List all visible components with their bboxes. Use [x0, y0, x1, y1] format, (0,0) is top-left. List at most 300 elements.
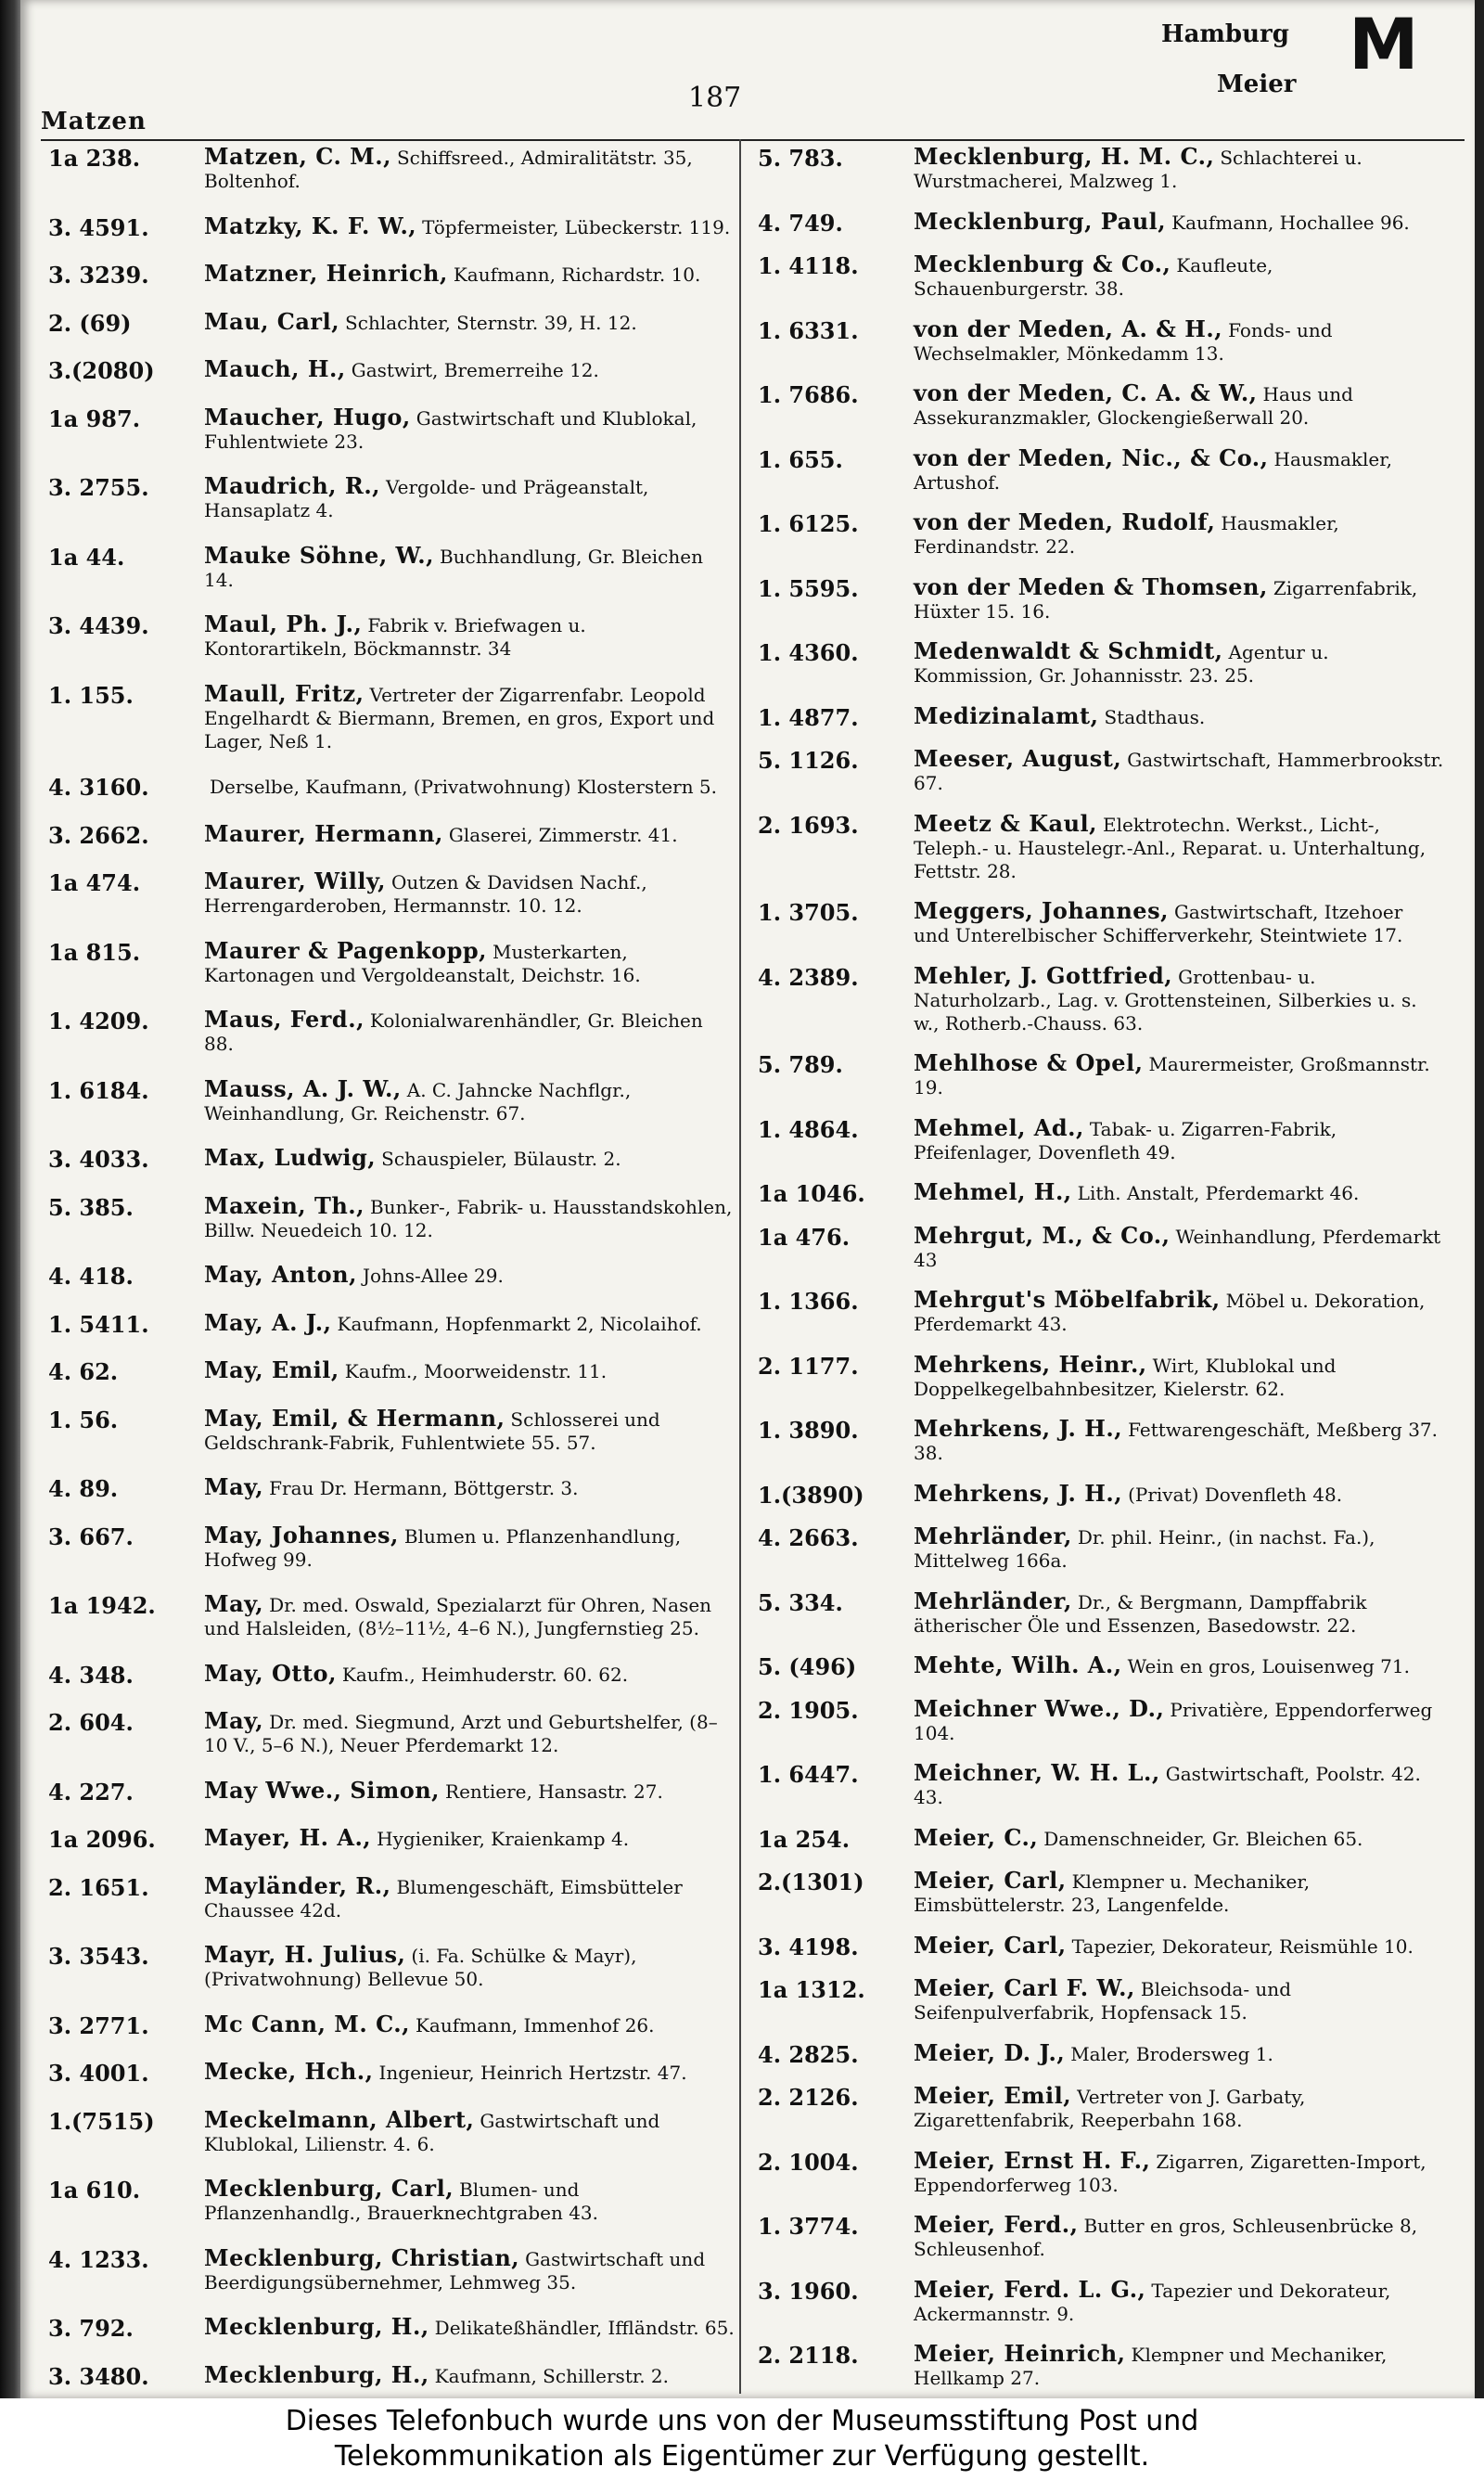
entry-name: May, Emil, [204, 1356, 339, 1383]
entry-name: Mauss, A. J. W., [204, 1074, 402, 1102]
entry-name: Medizinalamt, [914, 701, 1099, 729]
entry-text [204, 357, 735, 382]
entry-detail: Dr., & Bergmann, Dampffabrik ätherischer Öle und Essenzen, Basedowstr. 22. [914, 1590, 1367, 1637]
directory-entry [48, 2060, 735, 2087]
entry-name: Meetz & Kaul, [914, 809, 1098, 837]
entry-text [204, 262, 735, 287]
entry-detail: Fonds- und Wechselmakler, Mönkedamm 13. [914, 318, 1333, 365]
directory-page [20, 0, 1475, 2398]
directory-entry [758, 1113, 1444, 1164]
entry-name: Mehrländer, [914, 1523, 1072, 1549]
entry-text [204, 1263, 735, 1288]
header-rule [41, 139, 1465, 141]
entry-text [914, 2038, 1444, 2066]
entry-text [914, 809, 1444, 883]
phone-number: 3. 4198. [758, 1933, 859, 1960]
entry-text [204, 1592, 735, 1640]
entry-name: Maul, Ph. J., [204, 610, 363, 637]
entry-text [204, 2243, 735, 2294]
entry-detail: Rentiere, Hansastr. 27. [445, 1780, 663, 1803]
entry-detail: Dr. phil. Heinr., (in nachst. Fa.), Mittelweg 166a. [914, 1526, 1375, 1572]
directory-entry [758, 1221, 1444, 1272]
phone-number: 3. 4033. [48, 1146, 149, 1173]
directory-entry [48, 1659, 735, 1689]
directory-entry [758, 1350, 1444, 1401]
phone-number: 3. 4439. [48, 612, 149, 639]
directory-entry [48, 1263, 735, 1290]
entry-text [204, 1404, 735, 1455]
column-divider [739, 139, 741, 2394]
entry-detail: (Privat) Dovenfleth 48. [1128, 1483, 1343, 1506]
entry-detail: Gastwirtschaft und Klublokal, Fuhlentwiete 23. [204, 406, 697, 453]
entry-text [914, 2275, 1444, 2326]
entry-name: Mauke Söhne, W., [204, 541, 434, 569]
entry-detail: Musterkarten, Kartonagen und Vergoldeanstalt, Deichstr. 16. [204, 940, 641, 986]
phone-number: 3. 2755. [48, 474, 149, 501]
directory-entry [758, 381, 1444, 430]
entry-name: Mecklenburg, Carl, [204, 2175, 454, 2202]
phone-number: 4. 348. [48, 1661, 134, 1689]
directory-entry [48, 1146, 735, 1173]
phone-number: 4. 418. [48, 1263, 134, 1290]
entry-text [914, 1113, 1444, 1164]
entry-detail: Schiffsreed., Admiralitätstr. 35, Boltenhof. [204, 147, 693, 192]
phone-number: 5. 1126. [758, 747, 859, 774]
entry-detail: Privatière, Eppendorferweg 104. [914, 1698, 1433, 1744]
footer-line-2: Telekommunikation als Eigentümer zur Verfügung gestellt. [334, 2440, 1150, 2473]
phone-number: 4. 62. [48, 1358, 119, 1385]
directory-entry [758, 1051, 1444, 1099]
entry-detail: Hygieniker, Kraienkamp 4. [377, 1828, 630, 1850]
entry-detail: Glaserei, Zimmerstr. 41. [448, 823, 678, 846]
phone-number: 2. 1693. [758, 811, 859, 839]
entry-name: Medenwaldt & Schmidt, [914, 637, 1223, 664]
directory-entry [48, 2243, 735, 2294]
entry-text [914, 1589, 1444, 1638]
phone-number: 1. 6125. [758, 510, 859, 537]
directory-entry [758, 1524, 1444, 1573]
entry-text [914, 701, 1444, 729]
entry-name: Mecklenburg, Christian, [204, 2243, 520, 2271]
entry-detail: Dr. med. Oswald, Spezialarzt für Ohren, Nasen und Halsleiden, (8½–11½, 4–6 N.), Jungfernstieg 25. [204, 1594, 712, 1639]
entry-text [914, 2342, 1444, 2390]
right-column [758, 145, 1444, 2390]
directory-entry [48, 1709, 735, 1757]
directory-entry [758, 961, 1444, 1035]
directory-entry [758, 1589, 1444, 1638]
phone-number: 2. 2126. [758, 2084, 859, 2111]
entry-detail: Kaufleute, Schauenburgerstr. 38. [914, 254, 1273, 300]
entry-text [204, 474, 735, 522]
phone-number: 1. 4360. [758, 639, 859, 666]
directory-entry [48, 2315, 735, 2342]
phone-number: 1. 3890. [758, 1417, 859, 1444]
directory-entry [758, 1479, 1444, 1509]
entry-name: Meichner, W. H. L., [914, 1759, 1160, 1786]
city-heading: Hamburg [1161, 20, 1289, 48]
entry-detail: Bleichsoda- und Seifenpulverfabrik, Hopfensack 15. [914, 1978, 1291, 2024]
phone-number: 3. 2771. [48, 2011, 149, 2039]
entry-text [914, 2084, 1444, 2132]
phone-number: 1a 474. [48, 869, 141, 896]
entry-detail: Zigarrenfabrik, Hüxter 15. 16. [914, 576, 1418, 623]
phone-number: 4. 749. [758, 209, 843, 237]
entry-text [204, 612, 735, 661]
entry-text [914, 2213, 1444, 2261]
phone-number: 3. 1960. [758, 2277, 859, 2305]
entry-detail: Töpfermeister, Lübeckerstr. 119. [422, 215, 731, 238]
entry-name: Mecke, Hch., [204, 2058, 374, 2085]
entry-name: von der Meden, Nic., & Co., [914, 443, 1269, 471]
phone-number: 1.(3890) [758, 1481, 864, 1509]
directory-entry [758, 809, 1444, 883]
entry-detail: Fettwarengeschäft, Meßberg 37. 38. [914, 1419, 1439, 1464]
phone-number: 3.(2080) [48, 357, 155, 384]
entry-text [914, 1288, 1444, 1336]
entry-name: Meier, Carl F. W., [914, 1974, 1135, 2001]
entry-name: von der Meden, C. A. & W., [914, 379, 1258, 406]
phone-number: 3. 2662. [48, 821, 149, 849]
directory-entry [758, 2213, 1444, 2261]
phone-number: 2. (69) [48, 309, 132, 337]
directory-entry [48, 819, 735, 849]
phone-number: 1a 610. [48, 2177, 141, 2204]
entry-name: Mehlhose & Opel, [914, 1049, 1144, 1076]
directory-entry [48, 1404, 735, 1455]
phone-number: 5. 334. [758, 1588, 843, 1616]
entry-name: Meggers, Johannes, [914, 897, 1169, 924]
directory-entry [758, 207, 1444, 237]
phone-number: 1. 4877. [758, 703, 859, 731]
entry-name: Maudrich, R., [204, 472, 381, 499]
phone-number: 4. 89. [48, 1475, 119, 1502]
directory-entry [48, 1776, 735, 1805]
entry-detail: Klempner u. Mechaniker, Eimsbüttelerstr. 23, Langenfelde. [914, 1870, 1311, 1916]
phone-number: 3. 792. [48, 2315, 134, 2342]
entry-name: Mecklenburg, H., [204, 2313, 429, 2340]
directory-entry [758, 747, 1444, 795]
entry-detail: Zigarren, Zigaretten-Import, Eppendorferweg 103. [914, 2150, 1426, 2196]
entry-name: Meckelmann, Albert, [204, 2105, 475, 2133]
entry-name: Mau, Carl, [204, 307, 340, 335]
entry-detail: Hausmakler, Artushof. [914, 447, 1392, 494]
directory-entry [758, 1180, 1444, 1207]
entry-text [204, 1146, 735, 1171]
entry-detail: Schlachter, Sternstr. 39, H. 12. [345, 311, 637, 334]
left-column [48, 145, 735, 2390]
entry-detail: Haus und Assekuranzmakler, Glockengießerwall 20. [914, 383, 1353, 429]
entry-name: Meier, D. J., [914, 2038, 1066, 2066]
entry-name: Maxein, Th., [204, 1191, 365, 1219]
entry-detail: Kaufmann, Immenhof 26. [415, 2013, 655, 2037]
phone-number: 2.(1301) [758, 1869, 864, 1895]
phone-number: 1. 655. [758, 445, 843, 473]
phone-number: 1.(7515) [48, 2107, 155, 2135]
phone-number: 1. 4209. [48, 1008, 149, 1034]
entry-name: May, [204, 1707, 264, 1734]
entry-text [204, 819, 735, 847]
entry-text [914, 317, 1444, 366]
entry-name: Mecklenburg, H., [204, 2360, 429, 2388]
phone-number: 1. 56. [48, 1406, 119, 1433]
entry-name: Meier, Carl, [914, 1931, 1067, 1959]
directory-entry [758, 1761, 1444, 1809]
entry-name: Mayländer, R., [204, 1871, 391, 1899]
entry-text [204, 307, 735, 335]
directory-entry [48, 774, 735, 801]
entry-detail: Kaufmann, Richardstr. 10. [453, 263, 701, 286]
entry-text [204, 214, 735, 239]
directory-entry [758, 2342, 1444, 2390]
entry-name: Mecklenburg, Paul, [914, 207, 1167, 235]
entry-detail: Kaufmann, Hopfenmarkt 2, Nicolaihof. [337, 1312, 702, 1335]
entry-name: Mauch, H., [204, 355, 346, 382]
entry-detail: Kaufmann, Schillerstr. 2. [434, 2364, 670, 2387]
entry-name: Meichner Wwe., D., [914, 1694, 1165, 1722]
directory-entry [48, 1358, 735, 1385]
phone-number: 1. 6447. [758, 1761, 859, 1788]
phone-number: 1a 1046. [758, 1180, 865, 1207]
phone-number: 1. 5411. [48, 1310, 149, 1338]
directory-entry [758, 639, 1444, 687]
entry-detail: Fabrik v. Briefwagen u. Kontorartikeln, Böckmannstr. 34 [204, 614, 586, 660]
entry-text [914, 1694, 1444, 1745]
entry-detail: Grottenbau- u. Naturholzarb., Lag. v. Grottensteinen, Silberkies u. s. w., Rotherb.-Chauss. 63. [914, 965, 1417, 1034]
phone-number: 1a 238. [48, 145, 141, 172]
entry-name: Meier, Carl, [914, 1867, 1067, 1894]
footer-line-1: Dieses Telefonbuch wurde uns von der Museumsstiftung Post und [285, 2405, 1199, 2437]
phone-number: 5. 783. [758, 145, 843, 172]
phone-number: 1a 254. [758, 1825, 851, 1853]
entry-detail: Maler, Brodersweg 1. [1070, 2042, 1273, 2065]
directory-entry [48, 1943, 735, 1991]
directory-entry [48, 357, 735, 384]
entry-text [204, 869, 735, 918]
entry-text [914, 381, 1444, 430]
directory-entry [48, 262, 735, 289]
phone-number: 1a 1942. [48, 1592, 156, 1619]
entry-detail: Tapezier, Dekorateur, Reismühle 10. [1071, 1934, 1414, 1958]
entry-text [914, 572, 1444, 623]
entry-detail: Blumen u. Pflanzenhandlung, Hofweg 99. [204, 1524, 682, 1571]
entry-detail: Vergolde- und Prägeanstalt, Hansaplatz 4. [204, 476, 649, 521]
entry-detail: (i. Fa. Schülke & Mayr), (Privatwohnung) Bellevue 50. [204, 1945, 637, 1990]
entry-name: May, [204, 1473, 264, 1500]
entry-detail: Schlachterei u. Wurstmacherei, Malzweg 1. [914, 147, 1362, 192]
entry-name: May Wwe., Simon, [204, 1776, 441, 1804]
entry-name: Meier, Ferd., [914, 2211, 1079, 2238]
directory-entry [48, 2177, 735, 2225]
page-binding-edge [0, 0, 20, 2398]
entry-name: Maurer & Pagenkopp, [204, 936, 488, 964]
directory-entry [758, 1869, 1444, 1917]
entry-text [204, 1008, 735, 1056]
phone-number: 1. 6184. [48, 1076, 149, 1104]
phone-number: 1. 4118. [758, 252, 859, 279]
entry-detail: Vertreter der Zigarrenfabr. Leopold Engelhardt & Biermann, Bremen, en gros, Export und Lager, Neß 1. [204, 683, 715, 752]
phone-number: 1a 1312. [758, 1976, 865, 2003]
entry-name: Matzen, C. M., [204, 143, 391, 170]
right-keyword: Meier [1217, 71, 1297, 98]
phone-number: 3. 3480. [48, 2362, 149, 2390]
entry-name: Mehrkens, Heinr., [914, 1350, 1147, 1378]
entry-text [204, 1709, 735, 1757]
entry-name: May, A. J., [204, 1308, 332, 1336]
entry-text [204, 2177, 735, 2225]
phone-number: 3. 4001. [48, 2060, 149, 2087]
entry-text [204, 936, 735, 987]
entry-text [204, 774, 735, 799]
entry-name: Mecklenburg & Co., [914, 251, 1171, 277]
entry-text [914, 1417, 1444, 1465]
entry-text [914, 899, 1444, 947]
entry-detail: Klempner und Mechaniker, Hellkamp 27. [914, 2344, 1388, 2389]
directory-entry [48, 1008, 735, 1056]
entry-detail: Stadthaus. [1104, 705, 1206, 728]
entry-detail: Kolonialwarenhändler, Gr. Bleichen 88. [204, 1009, 703, 1055]
directory-entry [48, 1523, 735, 1572]
directory-entry [48, 1191, 735, 1242]
entry-detail: Gastwirtschaft und Beerdigungsübernehmer, Lehmweg 35. [204, 2247, 706, 2294]
entry-text [204, 1523, 735, 1572]
directory-entry [758, 1417, 1444, 1465]
entry-text [204, 1191, 735, 1242]
phone-number: 1. 3705. [758, 899, 859, 926]
directory-entry [48, 612, 735, 661]
entry-detail: Wirt, Klublokal und Doppelkegelbahnbesitzer, Kielerstr. 62. [914, 1354, 1337, 1400]
entry-detail: Bunker-, Fabrik- u. Hausstandskohlen, Billw. Neuedeich 10. 12. [204, 1195, 733, 1241]
entry-name: May, Anton, [204, 1261, 357, 1288]
directory-entry [48, 1871, 735, 1922]
directory-entry [48, 679, 735, 753]
entry-text [204, 1475, 735, 1500]
directory-entry [48, 405, 735, 454]
entry-text [204, 1826, 735, 1851]
entry-detail: Blumen- und Pflanzenhandlg., Brauerknechtgraben 43. [204, 2178, 598, 2224]
phone-number: 1. 155. [48, 681, 134, 709]
entry-name: Maull, Fritz, [204, 679, 365, 707]
directory-entry [758, 443, 1444, 495]
entry-name: May, Emil, & Hermann, [204, 1404, 505, 1432]
entry-text [204, 1871, 735, 1922]
phone-number: 2. 1004. [758, 2148, 859, 2176]
phone-number: 3. 4591. [48, 213, 149, 241]
entry-name: Maucher, Hugo, [204, 403, 411, 430]
entry-text [914, 1869, 1444, 1917]
entry-detail: Ingenieur, Heinrich Hertzstr. 47. [378, 2062, 687, 2084]
entry-detail: Kaufm., Moorweidenstr. 11. [344, 1360, 608, 1382]
entry-detail: A. C. Jahncke Nachflgr., Weinhandlung, Gr. Reichenstr. 67. [204, 1078, 632, 1124]
entry-name: Matzky, K. F. W., [204, 212, 417, 239]
phone-number: 4. 227. [48, 1778, 134, 1805]
entry-name: Mehrgut's Möbelfabrik, [914, 1286, 1221, 1313]
entry-text [914, 2146, 1444, 2197]
phone-number: 4. 2389. [758, 963, 859, 991]
entry-detail: Kaufmann, Hochallee 96. [1171, 211, 1410, 234]
entry-text [914, 252, 1444, 301]
phone-number: 3. 667. [48, 1523, 134, 1550]
phone-number: 5. (496) [758, 1653, 857, 1680]
entry-detail: Elektrotechn. Werkst., Licht-, Teleph.- u. Haustelegr.-Anl., Reparat. u. Unterhaltung, Fettstr. 28. [914, 813, 1426, 882]
entry-detail: Frau Dr. Hermann, Böttgerstr. 3. [269, 1477, 579, 1499]
entry-detail: Derselbe, Kaufmann, (Privatwohnung) Klosterstern 5. [210, 776, 718, 798]
entry-detail: Weinhandlung, Pferdemarkt 43 [914, 1225, 1441, 1271]
phone-number: 1a 2096. [48, 1826, 156, 1853]
directory-entry [758, 2084, 1444, 2132]
directory-entry [48, 1592, 735, 1640]
directory-entry [48, 541, 735, 592]
entry-text [204, 1943, 735, 1991]
directory-entry [758, 1823, 1444, 1853]
directory-entry [758, 899, 1444, 947]
phone-number: 1a 44. [48, 543, 125, 571]
entry-text [914, 1180, 1444, 1205]
phone-number: 1. 1366. [758, 1288, 859, 1315]
entry-name: Mehrkens, J. H., [914, 1479, 1123, 1507]
entry-text [914, 639, 1444, 687]
entry-detail: Wein en gros, Louisenweg 71. [1127, 1655, 1410, 1677]
entry-text [204, 1776, 735, 1804]
directory-entry [758, 1694, 1444, 1745]
directory-entry [48, 1074, 735, 1125]
directory-entry [758, 1653, 1444, 1680]
entry-text [204, 2012, 735, 2037]
directory-entry [48, 1826, 735, 1853]
phone-number: 5. 385. [48, 1193, 134, 1221]
phone-number: 4. 2825. [758, 2040, 859, 2068]
entry-text [204, 1659, 735, 1687]
directory-entry [758, 572, 1444, 623]
entry-name: Max, Ludwig, [204, 1144, 377, 1171]
entry-detail: Johns-Allee 29. [362, 1265, 504, 1287]
entry-name: Meier, Heinrich, [914, 2340, 1126, 2367]
phone-number: 1a 815. [48, 938, 141, 966]
entry-name: Mehte, Wilh. A., [914, 1651, 1122, 1678]
entry-name: Meier, Ernst H. F., [914, 2146, 1151, 2174]
entry-name: von der Meden, Rudolf, [914, 508, 1216, 535]
entry-detail: Kaufm., Heimhuderstr. 60. 62. [341, 1663, 629, 1686]
directory-entry [48, 869, 735, 918]
entry-text [914, 1524, 1444, 1573]
directory-entry [758, 701, 1444, 731]
entry-detail: Dr. med. Siegmund, Arzt und Geburtshelfer, (8–10 V., 5–6 N.), Neuer Pferdemarkt 12. [204, 1711, 718, 1756]
directory-entry [758, 1976, 1444, 2024]
entry-text [914, 747, 1444, 795]
entry-text [914, 1931, 1444, 1959]
entry-name: Mehrgut, M., & Co., [914, 1221, 1171, 1249]
phone-number: 3. 3543. [48, 1943, 149, 1970]
entry-name: Mc Cann, M. C., [204, 2010, 410, 2037]
entry-detail: Blumengeschäft, Eimsbütteler Chaussee 42d. [204, 1875, 683, 1921]
entry-detail: Hausmakler, Ferdinandstr. 22. [914, 512, 1339, 558]
entry-name: von der Meden, A. & H., [914, 315, 1223, 342]
left-keyword: Matzen [41, 108, 147, 135]
entry-text [204, 541, 735, 592]
entry-text [914, 1051, 1444, 1099]
entry-text [914, 510, 1444, 559]
entry-detail: Tabak- u. Zigarren-Fabrik, Pfeifenlager, Dovenfleth 49. [914, 1117, 1337, 1163]
phone-number: 1. 7686. [758, 381, 859, 408]
section-letter: M [1349, 3, 1419, 85]
entry-text [204, 1074, 735, 1125]
phone-number: 5. 789. [758, 1051, 843, 1078]
entry-name: May, Johannes, [204, 1521, 399, 1548]
phone-number: 1a 476. [758, 1223, 851, 1251]
entry-detail: Schauspieler, Bülaustr. 2. [381, 1148, 621, 1170]
entry-detail: Agentur u. Kommission, Gr. Johannisstr. 23. 25. [914, 641, 1329, 687]
entry-text [914, 1976, 1444, 2024]
entry-detail: Damenschneider, Gr. Bleichen 65. [1043, 1827, 1363, 1850]
